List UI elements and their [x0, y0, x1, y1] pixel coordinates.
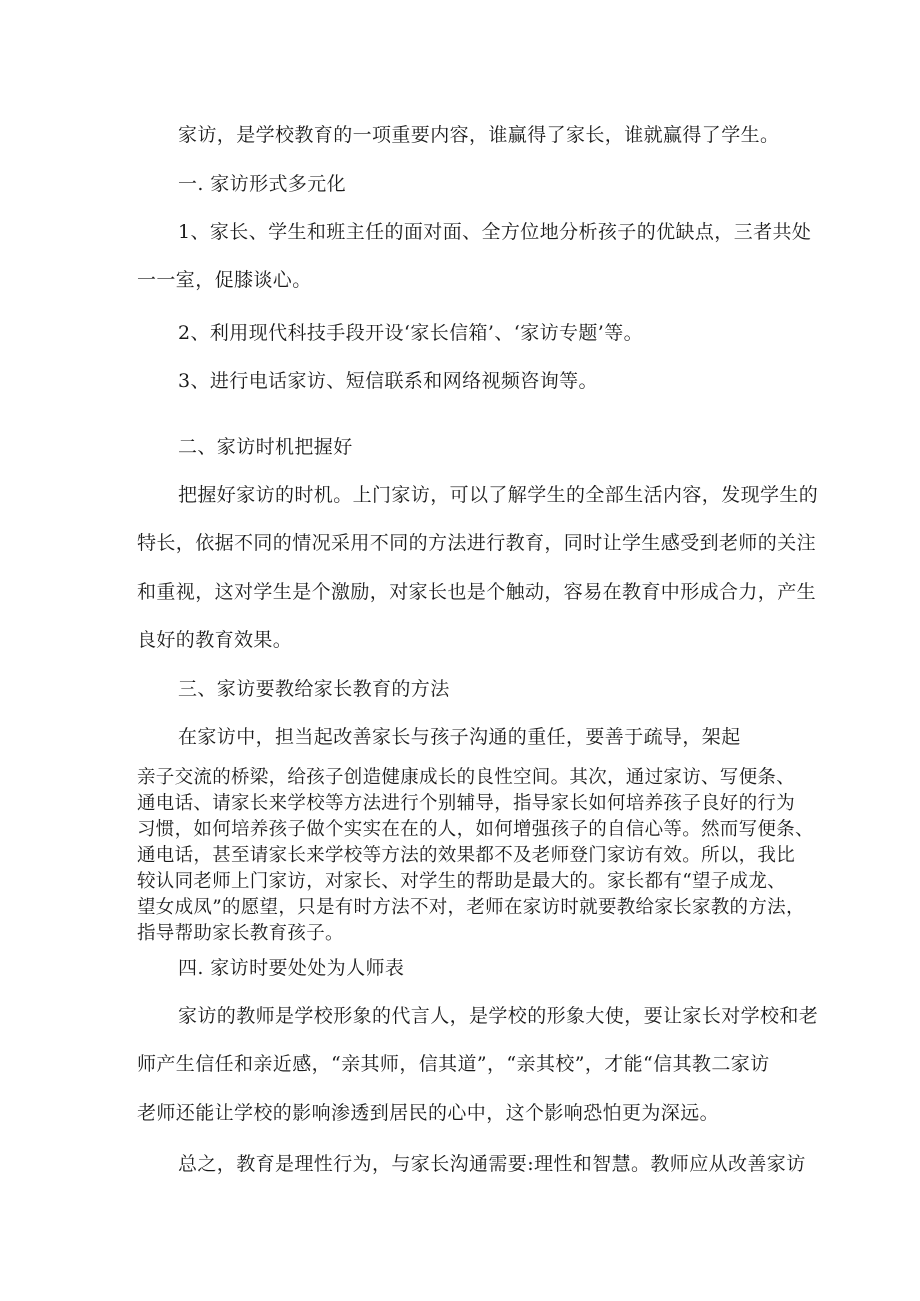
section-4-heading: 四. 家访时要处处为人师表 [178, 957, 405, 979]
section-3-line: 望女成凤”的愿望，只是有时方法不对，老师在家访时就要教给家长家教的方法， [137, 897, 805, 918]
section-3-line: 通电话，甚至请家长来学校等方法的效果都不及老师登门家访有效。所以，我比 [137, 845, 796, 866]
section-3-line: 较认同老师上门家访，对家长、对学生的帮助是最大的。家长都有“望子成龙、 [137, 871, 786, 892]
section-3-dense-paragraph [137, 765, 814, 947]
section-3-line: 习惯，如何培养孩子做个实实在在的人，如何增强孩子的自信心等。然而写便条、 [137, 819, 814, 840]
section-1-item-1-cont: 一一室，促膝谈心。 [137, 269, 312, 291]
section-2-line: 把握好家访的时机。上门家访，可以了解学生的全部生活内容，发现学生的 [178, 484, 819, 506]
section-4-line: 老师还能让学校的影响渗透到居民的心中，这个影响恐怕更为深远。 [137, 1102, 720, 1124]
conclusion-paragraph: 总之，教育是理性行为，与家长沟通需要:理性和智慧。教师应从改善家访 [178, 1153, 806, 1175]
section-3-first-line: 在家访中，担当起改善家长与孩子沟通的重任，要善于疏导，架起 [178, 726, 741, 748]
section-1-item-1: 1、家长、学生和班主任的面对面、全方位地分析孩子的优缺点，三者共处 [178, 221, 812, 243]
section-4-line: 家访的教师是学校形象的代言人，是学校的形象大使，要让家长对学校和老 [178, 1005, 819, 1027]
section-1-item-3: 3、进行电话家访、短信联系和网络视频咨询等。 [178, 370, 598, 392]
section-2-heading: 二、家访时机把握好 [178, 436, 353, 458]
intro-paragraph: 家访，是学校教育的一项重要内容，谁赢得了家长，谁就赢得了学生。 [178, 124, 780, 146]
section-2-line: 特长，依据不同的情况采用不同的方法进行教育，同时让学生感受到老师的关注 [137, 532, 817, 554]
section-3-line: 指导帮助家长教育孩子。 [137, 923, 344, 944]
section-3-heading: 三、家访要教给家长教育的方法 [178, 678, 450, 700]
section-2-line: 良好的教育效果。 [137, 629, 293, 651]
section-1-item-2: 2、利用现代科技手段开设‘家长信箱’、‘家访专题’等。 [178, 322, 644, 344]
section-2-line: 和重视，这对学生是个激励，对家长也是个触动，容易在教育中形成合力，产生 [137, 581, 817, 603]
section-1-heading: 一. 家访形式多元化 [178, 173, 347, 195]
section-4-line: 师产生信任和亲近感，“亲其师，信其道”，“亲其校”，才能“信其教二家访 [137, 1053, 770, 1075]
section-3-line: 亲子交流的桥梁，给孩子创造健康成长的良性空间。其次，通过家访、写便条、 [137, 767, 796, 788]
section-3-line: 通电话、请家长来学校等方法进行个别辅导，指导家长如何培养孩子良好的行为 [137, 793, 796, 814]
